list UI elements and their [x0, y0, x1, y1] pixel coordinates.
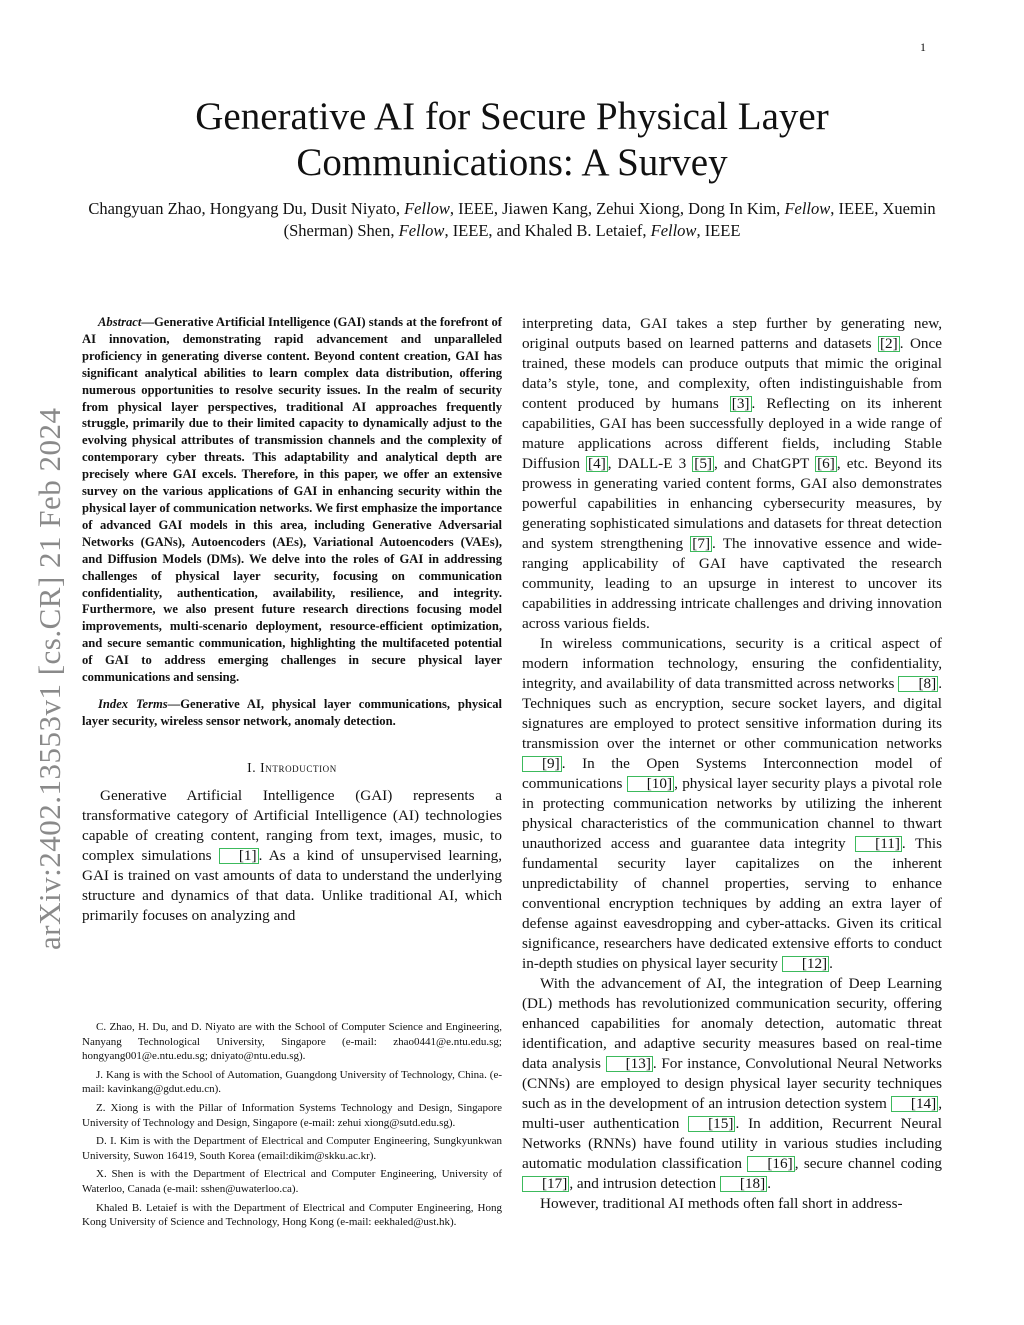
affiliation-footnotes [82, 1020, 502, 1234]
text-run: . In the Open Systems Interconnection model of communications [522, 755, 942, 792]
intro-paragraph-4: However, traditional AI methods often fall short in address- [540, 1195, 903, 1212]
abstract-label: Abstract [98, 315, 142, 329]
fellow-title: Fellow [398, 221, 445, 240]
citation-link[interactable]: [14] [891, 1096, 938, 1112]
arxiv-identifier: arXiv:2402.13553v1 [cs.CR] 21 Feb 2024 [32, 407, 67, 950]
citation-link[interactable]: [12] [782, 956, 829, 972]
text-run: , secure channel coding [794, 1155, 942, 1172]
text-run: Generative Artificial Intelligence (GAI) represents a transformative category of Artificial Intelligence (AI) technologies capable of creating content, ranging from text, images, music, to complex simulations [82, 786, 502, 864]
intro-paragraph-1-continued [522, 314, 942, 634]
fellow-title: Fellow [650, 221, 697, 240]
intro-paragraph-1 [82, 786, 502, 926]
title-line-2: Communications: A Survey [296, 141, 728, 184]
authors-part: , IEEE, and Khaled B. Letaief, [444, 221, 651, 240]
footnote: J. Kang is with the School of Automation, Guangdong University of Technology, China. (e-mail: kavinkang@gdut.edu.cn). [82, 1068, 502, 1096]
text-run: . As a kind of unsupervised learning, GAI is trained on vast amounts of data to understand the underlying structure and dynamics of that data. Unlike traditional AI, which primarily focuses on analyzing and [82, 846, 502, 924]
text-run: , etc. Beyond its prowess in generating varied content forms, GAI also demonstrates powerful capabilities in enhancing cybersecurity measures, by generating sophisticated simulations and datasets for threat detection and system strengthening [522, 455, 943, 552]
text-run: , and ChatGPT [714, 455, 816, 472]
citation-link[interactable]: [11] [855, 836, 902, 852]
text-run: . This fundamental security layer capitalizes on the inherent unpredictability of channel properties, serving to enhance conventional encryption techniques by adding an extra layer of defense against eavesdropping and cyber-attacks. Given its critical significance, researchers have dedicated extensive efforts to conduct in-depth studies on physical layer security [522, 835, 942, 972]
citation-link[interactable]: [13] [606, 1056, 653, 1072]
text-run: . [829, 955, 833, 972]
citation-link[interactable]: [17] [522, 1176, 569, 1192]
citation-link[interactable]: [9] [522, 756, 562, 772]
section-heading-introduction: I. Introduction [247, 759, 337, 775]
text-run: , physical layer security plays a pivotal role in protecting communication networks by utilizing the inherent physical characteristics of the communication channel to thwart unauthorized access and guarantee data integrity [522, 775, 942, 852]
text-run: In wireless communications, security is a critical aspect of modern information technology, ensuring the confidentiality, integrity, and availability of data transmitted across networks [522, 635, 942, 692]
fellow-title: Fellow [404, 199, 450, 218]
text-run: . Reflecting on its inherent capabilities, GAI has been successfully deployed in a wide range of mature applications across different fields, including Stable Diffusion [522, 395, 942, 472]
footnote: C. Zhao, H. Du, and D. Niyato are with the School of Computer Science and Engineering, Nanyang Technological University, Singapore (e-mail: zhao0441@e.ntu.edu.sg; hongyang001@e.ntu.edu.sg; dniyato@ntu.edu.sg). [82, 1021, 502, 1063]
citation-link[interactable]: [7] [692, 535, 711, 552]
index-terms-text: —Generative AI, physical layer communications, physical layer security, wireless sensor network, anomaly detection. [82, 696, 502, 728]
index-terms [82, 696, 502, 730]
citation-link[interactable]: [18] [720, 1176, 767, 1192]
text-run: , and intrusion detection [569, 1175, 720, 1192]
citation-link[interactable]: [8] [898, 676, 938, 692]
text-run: With the advancement of AI, the integration of Deep Learning (DL) methods has revolutionized communication security, offering enhanced capabilities for anomaly detection, automatic threat identification, and adaptive security measures based on real-time data analysis [522, 975, 942, 1072]
footnote: Z. Xiong is with the Pillar of Information Systems Technology and Design, Singapore University of Technology and Design, Singapore (e-mail: zehui xiong@sutd.edu.sg). [82, 1101, 502, 1129]
citation-link[interactable]: [5] [694, 455, 712, 472]
footnote: X. Shen is with the Department of Electrical and Computer Engineering, University of Waterloo, Canada (e-mail: sshen@uwaterloo.ca). [82, 1168, 502, 1195]
citation-link[interactable]: [1] [219, 848, 259, 864]
intro-paragraph-3 [522, 974, 942, 1194]
paper-title [110, 94, 914, 186]
index-terms-label: Index Terms [98, 696, 168, 711]
authors-part: Changyuan Zhao, Hongyang Du, Dusit Niyato, [88, 199, 405, 218]
citation-link[interactable]: [2] [880, 335, 898, 352]
page-number: 1 [920, 40, 926, 54]
footnote: D. I. Kim is with the Department of Electrical and Computer Engineering, Sungkyunkwan University, Suwon 16419, South Korea (email:dikim@skku.ac.kr). [82, 1135, 502, 1162]
citation-link[interactable]: [15] [688, 1116, 735, 1132]
authors-part: , IEEE [696, 221, 741, 240]
footnote: Khaled B. Letaief is with the Department of Electrical and Computer Engineering, Hong Kong University of Science and Technology, Hong Kong (e-mail: eekhaled@ust.hk). [82, 1201, 502, 1229]
right-column [522, 314, 942, 1214]
intro-paragraph-2 [522, 634, 942, 974]
citation-link[interactable]: [16] [747, 1156, 794, 1172]
text-run: . In addition, Recurrent Neural Networks (RNNs) have found utility in various studies including automatic modulation classification [522, 1115, 942, 1172]
text-run: . Once trained, these models can produce outputs that mimic the original data’s style, tone, and complexity, often indistinguishable from content produced by humans [522, 335, 942, 412]
text-run: , DALL-E 3 [607, 455, 693, 472]
citation-link[interactable]: [6] [817, 455, 835, 472]
text-run: . [767, 1175, 771, 1192]
author-list [82, 198, 942, 242]
citation-link[interactable]: [4] [588, 455, 606, 472]
authors-part: , IEEE, Jiawen Kang, Zehui Xiong, Dong In Kim, [449, 199, 785, 218]
title-line-1: Generative AI for Secure Physical Layer [195, 95, 829, 138]
fellow-title: Fellow [784, 199, 831, 218]
text-run: , multi-user authentication [522, 1095, 942, 1132]
text-run: . For instance, Convolutional Neural Networks (CNNs) are employed to design physical layer security techniques such as in the development of an intrusion detection system [522, 1055, 942, 1112]
abstract [82, 314, 502, 686]
text-run: . Techniques such as encryption, secure socket layers, and digital signatures are employed to protect sensitive information during its transmission over the internet or other communication networks [522, 675, 942, 752]
abstract-text: —Generative Artificial Intelligence (GAI) stands at the forefront of AI innovation, demonstrating rapid advancement and unparalleled proficiency in generating diverse content. Beyond content creation, GAI has significant analytical abilities to learn complex data distribution, offering numerous opportunities to resolve security issues. In the realm of security from physical layer perspectives, traditional AI approaches frequently struggle, primarily due to their limited capacity to dynamically adjust to the evolving physical attributes of transmission channels and the complexity of contemporary cyber threats. This adaptability and analytical depth are precisely where GAI excels. Therefore, in this paper, we offer an extensive survey on the various applications of GAI in enhancing security within the physical layer of communication networks. We first emphasize the importance of advanced GAI models in this area, including Generative Adversarial Networks (GANs), Autoencoders (AEs), Variational Autoencoders (VAEs), and Diffusion Models (DMs). We delve into the roles of GAI in addressing challenges of physical layer security, focusing on communication confidentiality, authentication, availability, resilience, and integrity. Furthermore, we also present future research directions focusing model improvements, multi-scenario deployment, resource-efficient optimization, and secure semantic communication, highlighting the multifaceted potential of GAI to address emerging challenges in secure physical layer communications and sensing. [82, 315, 502, 685]
text-run: interpreting data, GAI takes a step further by generating new, original outputs based on learned patterns and datasets [522, 315, 942, 352]
left-column [82, 314, 502, 926]
citation-link[interactable]: [10] [627, 776, 674, 792]
authors-part: , IEEE, Xuemin (Sherman) Shen, [283, 199, 936, 240]
text-run: . The innovative essence and wide-ranging applicability of GAI have captivated the research community, leading to an upsurge in interest to uncover its capabilities in addressing intricate challenges and driving innovation across various fields. [522, 535, 942, 632]
citation-link[interactable]: [3] [731, 395, 750, 412]
